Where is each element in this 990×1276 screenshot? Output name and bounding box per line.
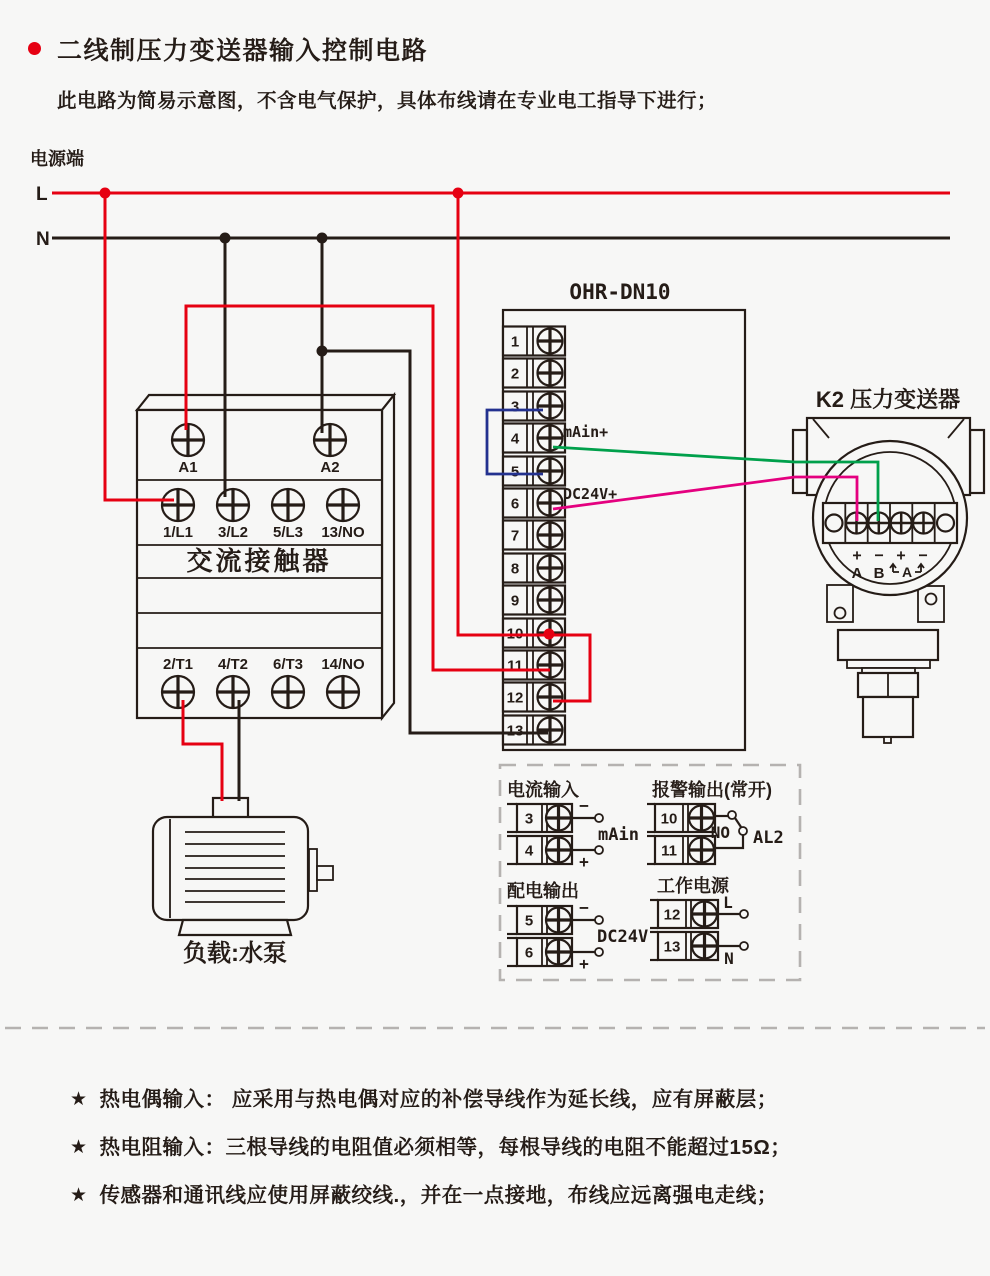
terminal-number: 13	[663, 938, 681, 956]
dn10-terminal-row-11	[503, 651, 565, 680]
detail-power-output	[507, 880, 648, 973]
detail-signal-label: DC24V	[597, 927, 649, 947]
dn10-terminal-row-13	[503, 716, 565, 745]
contactor-terminal-4t2: 4/T2	[217, 656, 249, 673]
detail-working-power	[650, 875, 748, 968]
contactor-terminal-a1: A1	[178, 459, 198, 476]
junction-dot	[317, 346, 328, 357]
terminal-number: 3	[524, 810, 534, 828]
alarm-name-label: AL2	[753, 828, 784, 848]
switch-blade-icon	[735, 818, 741, 827]
terminal-number: 8	[510, 560, 520, 578]
dn10-terminal-row-9	[503, 586, 565, 615]
terminal-number: 5	[524, 912, 534, 930]
terminal-number: 9	[510, 592, 520, 610]
junction-dot	[220, 233, 231, 244]
transmitter-terminal-a-label: A	[851, 565, 863, 582]
terminal-number: 6	[524, 944, 534, 962]
dn10-terminal-row-7	[503, 521, 565, 550]
transmitter-title: K2 压力变送器	[815, 387, 961, 412]
dn10-dc24v-label: DC24V+	[563, 485, 618, 503]
terminal-number: 4	[524, 842, 534, 860]
dn10-terminal-row-6	[503, 489, 565, 518]
pressure-transmitter	[793, 387, 984, 743]
terminal-number: 5	[510, 463, 520, 481]
junction-dot	[453, 188, 464, 199]
dn10-terminal-row-2	[503, 359, 565, 388]
l-label: L	[723, 893, 733, 912]
pump-motor	[153, 798, 333, 967]
note-text: 传感器和通讯线应使用屏蔽绞线.，并在一点接地，布线应远离强电走线；	[99, 1184, 778, 1207]
dn10-terminal-row-12	[503, 683, 565, 712]
star-icon: ★	[70, 1089, 88, 1110]
terminal-number: 4	[510, 430, 520, 448]
junction-dot	[544, 629, 555, 640]
detail-title: 配电输出	[507, 881, 579, 901]
transmitter-terminal-b-label: B	[873, 565, 885, 582]
star-icon: ★	[70, 1137, 88, 1158]
dn10-terminal-row-10	[503, 619, 565, 648]
terminal-number: 12	[663, 906, 681, 924]
terminal-number: 7	[510, 527, 520, 545]
plus-sign: +	[579, 954, 589, 973]
no-contact-label: NO	[710, 823, 730, 842]
title-bullet-icon	[28, 42, 41, 55]
power-terminal-label: 电源端	[30, 149, 84, 169]
n-label: N	[724, 949, 734, 968]
junction-dot	[317, 233, 328, 244]
dn10-terminal-row-8	[503, 554, 565, 583]
contactor-terminal-a2: A2	[320, 459, 340, 476]
transmitter-sign-3: +	[896, 546, 906, 564]
detail-signal-label: mAin	[598, 825, 639, 845]
terminal-number: 12	[506, 689, 524, 707]
line-n-label: N	[36, 229, 50, 250]
minus-sign: −	[579, 796, 589, 815]
terminal-number: 1	[510, 333, 520, 351]
contactor-terminal-5l3: 5/L3	[272, 524, 304, 541]
dn10-terminal-row-3	[503, 392, 565, 421]
contactor-terminal-2t1: 2/T1	[162, 656, 194, 673]
note-text: 热电偶输入： 应采用与热电偶对应的补偿导线作为延长线，应有屏蔽层；	[99, 1088, 778, 1111]
dn10-terminal-row-5	[503, 457, 565, 486]
note-text: 热电阻输入：三根导线的电阻值必须相等，每根导线的电阻不能超过15Ω；	[99, 1136, 792, 1159]
terminal-number: 10	[660, 810, 678, 828]
terminal-number: 6	[510, 495, 520, 513]
transmitter-sign-1: +	[852, 546, 862, 564]
contactor-terminal-13no: 13/NO	[321, 524, 365, 541]
transmitter-sign-4: −	[918, 546, 928, 564]
dn10-main-label: mAin+	[563, 423, 609, 441]
page-subtitle: 此电路为简易示意图，不含电气保护，具体布线请在专业电工指导下进行；	[57, 90, 718, 112]
contactor-terminal-6t3: 6/T3	[272, 656, 304, 673]
terminal-number: 13	[506, 722, 524, 740]
terminal-number: 3	[510, 398, 520, 416]
transmitter-meter-label: A	[901, 564, 913, 580]
terminal-number: 10	[506, 625, 524, 643]
note-line	[70, 1183, 791, 1209]
line-l-label: L	[36, 184, 48, 205]
note-line	[70, 1087, 791, 1113]
terminal-number: 2	[510, 365, 520, 383]
detail-title: 报警输出(常开)	[652, 780, 772, 800]
contactor-terminal-1l1: 1/L1	[162, 524, 194, 541]
transmitter-sign-2: −	[874, 546, 884, 564]
plus-sign: +	[579, 852, 589, 871]
dn10-terminal-row-1	[503, 327, 565, 356]
detail-alarm-output	[647, 779, 784, 864]
terminal-number: 11	[661, 842, 677, 860]
detail-title: 工作电源	[657, 876, 729, 896]
note-line	[70, 1135, 791, 1161]
circuit-diagram	[0, 138, 990, 1048]
page-title: 二线制压力变送器输入控制电路	[57, 37, 429, 65]
dn10-indicator	[503, 280, 745, 750]
terminal-detail-panel	[500, 765, 800, 980]
ac-contactor	[137, 395, 394, 718]
load-label: 负载:水泵	[183, 940, 287, 967]
contactor-name: 交流接触器	[186, 546, 332, 576]
minus-sign: −	[579, 898, 589, 917]
detail-title: 电流输入	[507, 780, 579, 800]
contactor-terminal-3l2: 3/L2	[217, 524, 249, 541]
contactor-terminal-14no: 14/NO	[321, 656, 365, 673]
terminal-number: 11	[507, 657, 523, 675]
star-icon: ★	[70, 1185, 88, 1206]
detail-current-input	[507, 779, 639, 871]
footnotes	[70, 1087, 791, 1231]
junction-dot	[100, 188, 111, 199]
dn10-title: OHR-DN10	[569, 280, 671, 304]
